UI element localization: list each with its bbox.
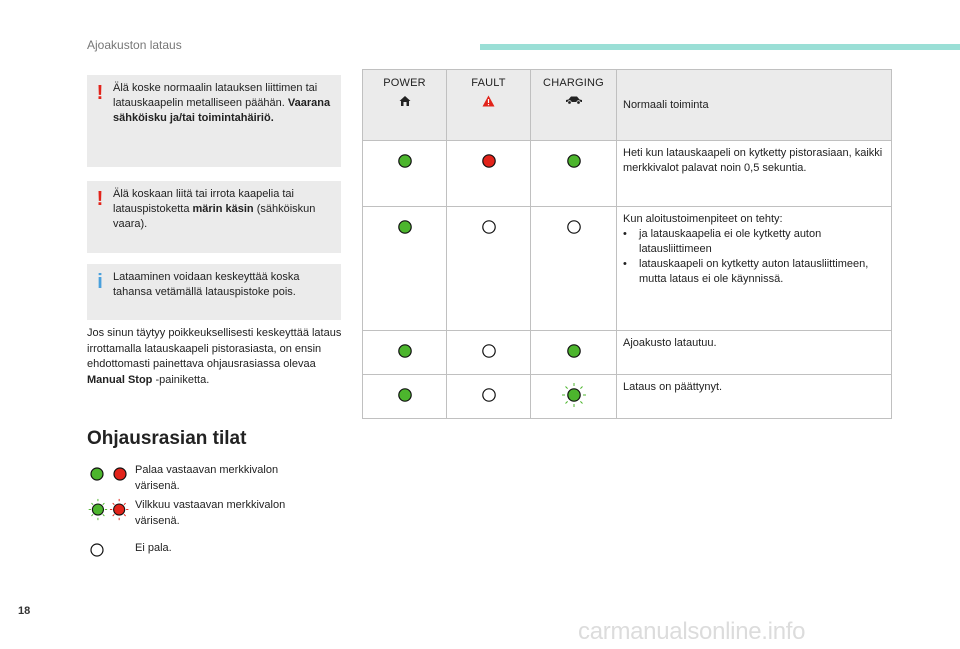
off-lamp-icon bbox=[87, 541, 131, 565]
note-text: Älä koskaan liitä tai irrota kaapelia tai latauspistoketta bbox=[113, 188, 294, 215]
lamp-cell bbox=[363, 375, 447, 419]
green-lamp-icon bbox=[392, 338, 418, 364]
status-text: Lataus on päättynyt. bbox=[623, 381, 723, 393]
green-lamp-icon bbox=[392, 382, 418, 408]
lamp-cell bbox=[363, 141, 447, 207]
section-heading: Ohjausrasian tilat bbox=[87, 428, 247, 449]
table-row bbox=[363, 375, 892, 419]
note-bold-text: märin käsin bbox=[192, 203, 254, 215]
column-label: POWER bbox=[383, 77, 426, 89]
manual-stop-label: Manual Stop bbox=[87, 373, 153, 386]
list-item: • latauskaapeli on kytketty auton latausliittimeen, mutta lataus ei ole käynnissä. bbox=[623, 257, 885, 287]
control-box-status-table bbox=[362, 69, 892, 419]
table-row bbox=[363, 207, 892, 331]
lamp-cell bbox=[447, 141, 531, 207]
exclamation-warning-icon: ! bbox=[96, 188, 104, 210]
status-text: Heti kun latauskaapeli on kytketty pistorasiaan, kaikki merkkivalot palavat noin 0,5 sekuntia. bbox=[623, 147, 883, 174]
column-label: CHARGING bbox=[543, 77, 604, 89]
car-icon bbox=[565, 95, 583, 105]
legend-text: Ei pala. bbox=[135, 542, 172, 554]
off-lamp-icon bbox=[476, 382, 502, 408]
table-row bbox=[363, 141, 892, 207]
paragraph-text-after: -painiketta. bbox=[152, 373, 210, 386]
status-bullet-list bbox=[623, 227, 885, 287]
blinking-lamps-icon bbox=[87, 498, 131, 522]
exclamation-warning-icon: ! bbox=[96, 82, 104, 104]
lamp-cell bbox=[531, 141, 617, 207]
green-lamp-icon bbox=[561, 338, 587, 364]
header-description: Normaali toiminta bbox=[617, 70, 892, 141]
lamp-cell bbox=[531, 331, 617, 375]
home-icon bbox=[399, 95, 411, 107]
column-charging bbox=[531, 70, 617, 141]
info-mark-icon: i bbox=[97, 271, 103, 293]
lamp-cell bbox=[363, 331, 447, 375]
page-number: 18 bbox=[18, 605, 31, 617]
note-text: Lataaminen voidaan keskeyttää koska tahansa vetämällä latauspistoke pois. bbox=[113, 271, 300, 298]
status-description bbox=[617, 331, 892, 375]
status-text: Ajoakusto latautuu. bbox=[623, 337, 717, 349]
note-text-after: (sähköiskun vaara). bbox=[113, 203, 316, 230]
green-lamp-icon bbox=[392, 148, 418, 174]
status-description bbox=[617, 141, 892, 207]
info-note-interrupt bbox=[87, 264, 341, 320]
status-description bbox=[617, 375, 892, 419]
column-label: FAULT bbox=[471, 77, 506, 89]
table-row bbox=[363, 331, 892, 375]
list-item: • ja latauskaapelia ei ole kytketty auton latausliittimeen bbox=[623, 227, 885, 257]
warning-triangle-icon bbox=[482, 95, 495, 107]
paragraph-text: Jos sinun täytyy poikkeuksellisesti keskeyttää lataus irrottamalla latauskaapeli pistorasiasta, on ensin ehdottomasti painettava ohjausrasiassa olevaa bbox=[87, 327, 342, 370]
warning-note-wet-hands bbox=[87, 181, 341, 253]
column-fault bbox=[447, 70, 531, 141]
legend-text: Palaa vastaavan merkkivalon värisenä. bbox=[135, 464, 279, 492]
watermark: carmanualsonline.info bbox=[578, 618, 806, 645]
lamp-cell bbox=[447, 207, 531, 331]
note-bold-text: Vaarana sähköisku ja/tai toimintahäiriö. bbox=[113, 97, 331, 124]
lamp-cell bbox=[447, 331, 531, 375]
manual-stop-paragraph bbox=[87, 326, 347, 388]
legend-text: Vilkkuu vastaavan merkkivalon värisenä. bbox=[135, 499, 286, 527]
status-text: Kun aloitustoimenpiteet on tehty: bbox=[623, 213, 783, 225]
note-text: Älä koske normaalin latauksen liittimen tai latauskaapelin metalliseen päähän. bbox=[113, 82, 318, 109]
lamp-cell bbox=[363, 207, 447, 331]
header-accent-bar bbox=[480, 44, 960, 50]
status-description bbox=[617, 207, 892, 331]
green-lamp-icon bbox=[392, 214, 418, 240]
off-lamp-icon bbox=[476, 338, 502, 364]
green-lamp-icon bbox=[561, 148, 587, 174]
table-header-row bbox=[363, 70, 892, 141]
off-lamp-icon bbox=[561, 214, 587, 240]
lamp-cell bbox=[531, 375, 617, 419]
red-lamp-icon bbox=[476, 148, 502, 174]
off-lamp-icon bbox=[476, 214, 502, 240]
warning-note-metal-contacts bbox=[87, 75, 341, 167]
header-title: Ajoakuston lataus bbox=[87, 38, 182, 52]
steady-lamps-icon bbox=[87, 463, 131, 487]
column-power bbox=[363, 70, 447, 141]
lamp-cell bbox=[447, 375, 531, 419]
lamp-cell bbox=[531, 207, 617, 331]
green-blinking-lamp-icon bbox=[561, 382, 587, 408]
